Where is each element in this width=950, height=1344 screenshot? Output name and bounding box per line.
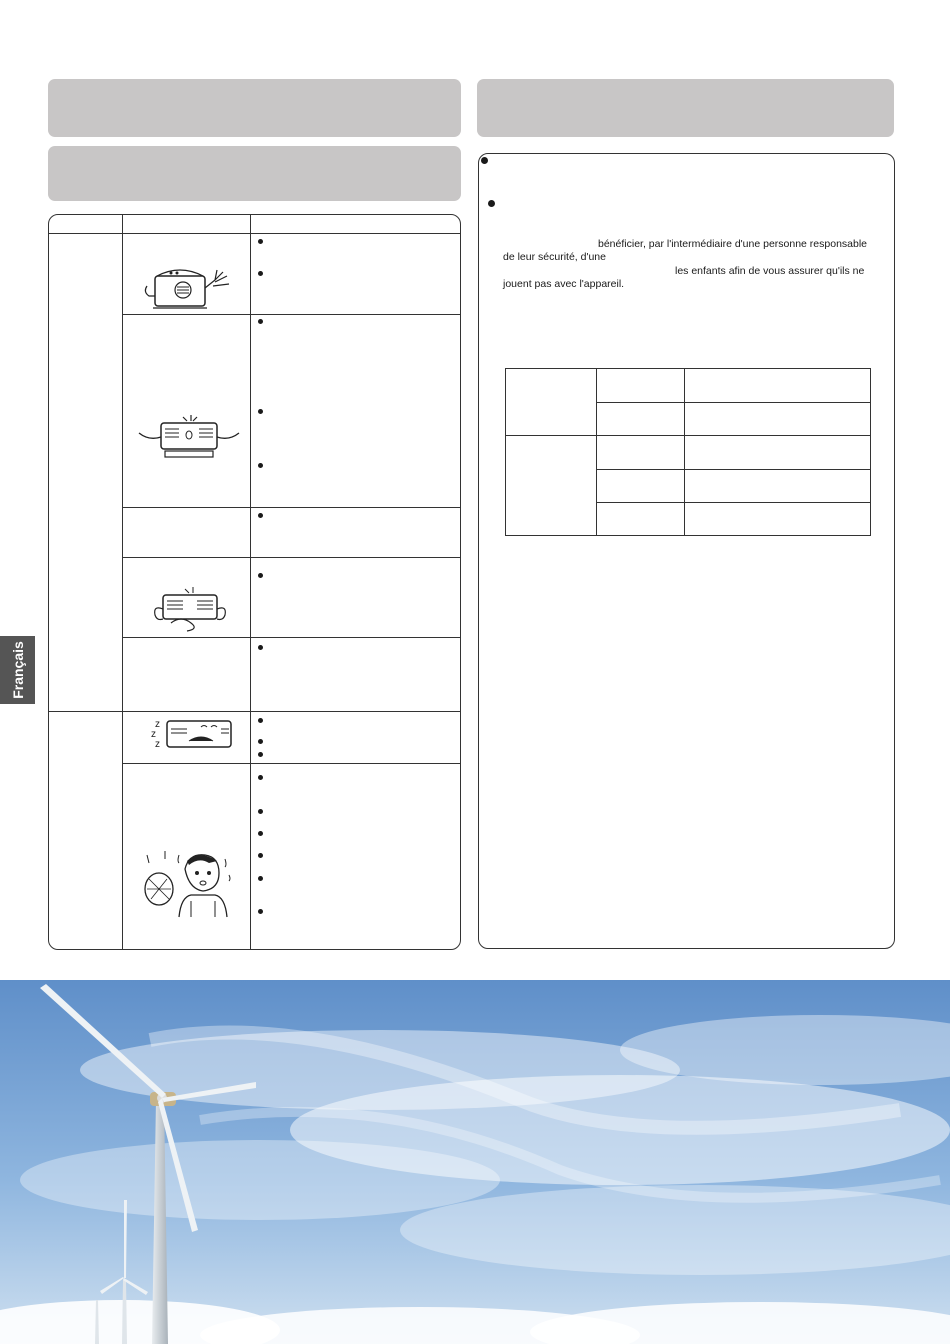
unit-stop-hand-icon xyxy=(143,262,235,312)
bullet-icon xyxy=(258,775,263,780)
right-header xyxy=(477,79,894,137)
paragraph-line-4: jouent pas avec l'appareil. xyxy=(503,278,625,290)
bullet-icon xyxy=(258,876,263,881)
spec-cell xyxy=(685,470,871,503)
bullet-icon xyxy=(258,752,263,757)
bullet-icon xyxy=(258,853,263,858)
language-tab xyxy=(0,636,35,704)
spec-group-cell xyxy=(506,369,597,436)
spec-cell xyxy=(685,403,871,436)
unit-smoke-icon xyxy=(147,585,233,633)
bullet-icon xyxy=(258,573,263,578)
troubleshooting-table xyxy=(48,214,461,950)
bullet-icon xyxy=(258,645,263,650)
spec-cell xyxy=(597,403,685,436)
bullet-icon xyxy=(258,809,263,814)
bullet-icon xyxy=(258,319,263,324)
person-hot-fan-icon xyxy=(139,845,237,919)
svg-text:z: z xyxy=(155,739,160,750)
unit-sleeping-icon xyxy=(149,715,239,753)
left-header-sub xyxy=(48,146,461,201)
bullet-icon xyxy=(258,239,263,244)
paragraph-line-2: de leur sécurité, d'une xyxy=(503,251,606,263)
bullet-icon xyxy=(481,157,488,164)
paragraph-line-3: les enfants afin de vous assurer qu'ils ne xyxy=(675,265,865,277)
spec-cell xyxy=(597,503,685,536)
bullet-icon xyxy=(258,831,263,836)
bullet-icon xyxy=(258,739,263,744)
spec-cell xyxy=(685,503,871,536)
spec-cell xyxy=(685,436,871,470)
unit-shrug-icon xyxy=(135,411,243,461)
bullet-icon xyxy=(258,909,263,914)
spec-table xyxy=(505,368,871,536)
bullet-icon xyxy=(488,200,495,207)
spec-cell xyxy=(597,369,685,403)
left-header-top xyxy=(48,79,461,137)
bullet-icon xyxy=(258,463,263,468)
paragraph-line-1: bénéficier, par l'intermédiaire d'une personne responsable xyxy=(598,238,868,250)
bullet-icon xyxy=(258,513,263,518)
spec-cell xyxy=(685,369,871,403)
spec-cell xyxy=(597,470,685,503)
bullet-icon xyxy=(258,409,263,414)
wind-turbine-photo xyxy=(0,980,950,1344)
bullet-icon xyxy=(258,718,263,723)
svg-text:z: z xyxy=(151,729,156,740)
svg-text:z: z xyxy=(155,719,160,730)
bullet-icon xyxy=(258,271,263,276)
spec-cell xyxy=(597,436,685,470)
language-tab-label: Français xyxy=(9,641,26,699)
spec-group-cell xyxy=(506,436,597,536)
